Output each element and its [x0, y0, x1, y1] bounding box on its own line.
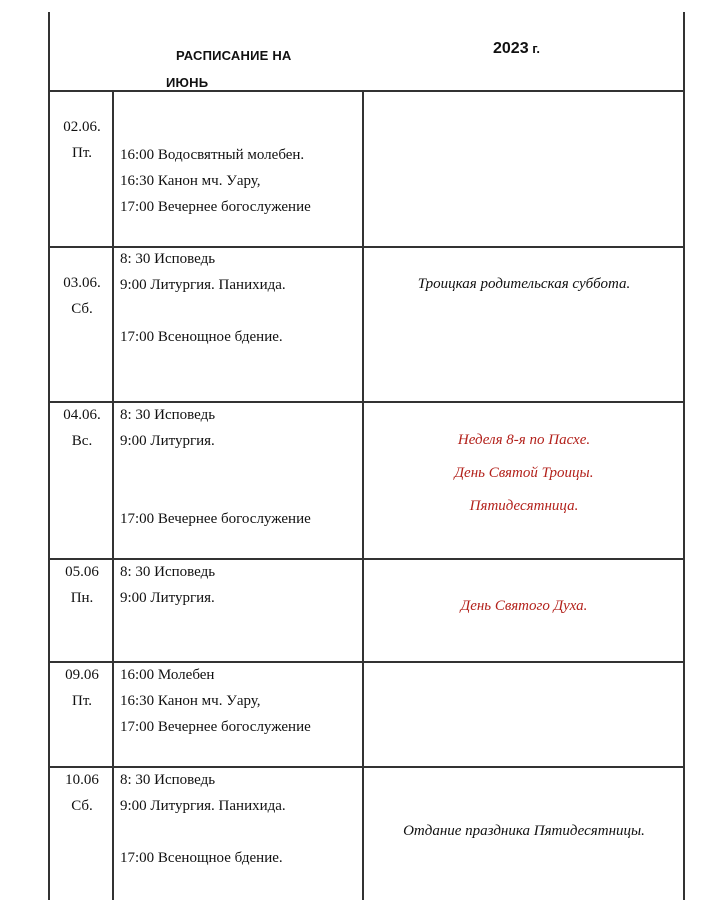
service-line [120, 480, 360, 506]
service-line: 17:00 Всенощное бдение. [120, 850, 283, 866]
feast-note-line: День Святой Троицы. [454, 465, 594, 481]
weekday-value: Вс. [71, 433, 93, 449]
services-cell [120, 116, 360, 220]
row-date [52, 270, 112, 322]
row-date [52, 559, 112, 611]
weekday-value: Сб. [71, 798, 93, 814]
schedule-year [493, 40, 540, 58]
feast-note [364, 268, 684, 301]
date-value: 05.06 [65, 564, 99, 580]
service-line: 16:00 Молебен [120, 667, 215, 683]
service-line: 9:00 Литургия. [120, 433, 215, 449]
title-line-1: РАСПИСАНИЕ НА [176, 48, 292, 63]
row-divider [48, 90, 685, 92]
feast-note [364, 424, 684, 523]
service-line: 8: 30 Исповедь [120, 564, 216, 580]
services-cell [120, 662, 360, 740]
date-value: 03.06. [63, 275, 101, 291]
service-line: 8: 30 Исповедь [120, 772, 216, 788]
row-date [52, 662, 112, 714]
services-cell [120, 246, 360, 350]
service-line: 8: 30 Исповедь [120, 251, 216, 267]
service-line: 16:00 Водосвятный молебен. [120, 147, 305, 163]
title-line-2: ИЮНЬ [166, 75, 209, 90]
row-date [52, 767, 112, 819]
feast-note-line: Троицкая родительская суббота. [417, 276, 631, 292]
weekday-value: Пт. [71, 693, 92, 709]
services-cell [120, 402, 360, 532]
feast-note [364, 815, 684, 848]
service-line: 9:00 Литургия. Панихида. [120, 277, 286, 293]
weekday-value: Сб. [71, 301, 93, 317]
services-cell [120, 767, 360, 871]
service-line: 17:00 Вечернее богослужение [120, 719, 311, 735]
service-line: 9:00 Литургия. [120, 590, 215, 606]
weekday-value: Пт. [71, 145, 92, 161]
date-value: 02.06. [63, 119, 101, 135]
feast-note [364, 590, 684, 623]
row-date [52, 402, 112, 454]
service-line [120, 819, 360, 845]
service-line: 8: 30 Исповедь [120, 407, 216, 423]
year-suffix: г. [528, 41, 540, 56]
service-line [120, 116, 360, 142]
services-cell [120, 559, 360, 611]
year-number: 2023 [493, 40, 529, 57]
weekday-value: Пн. [70, 590, 94, 606]
service-line: 17:00 Вечернее богослужение [120, 199, 311, 215]
feast-note-line: Неделя 8-я по Пасхе. [457, 432, 591, 448]
service-line: 17:00 Вечернее богослужение [120, 511, 311, 527]
date-value: 09.06 [65, 667, 99, 683]
service-line: 17:00 Всенощное бдение. [120, 329, 283, 345]
service-line [120, 298, 360, 324]
service-line: 9:00 Литургия. Панихида. [120, 798, 286, 814]
date-value: 10.06 [65, 772, 99, 788]
feast-note-line: Отдание праздника Пятидесятницы. [403, 823, 645, 839]
feast-note-line: День Святого Духа. [460, 598, 588, 614]
feast-note-line: Пятидесятница. [469, 498, 579, 514]
table-border-date-divider [112, 91, 114, 900]
row-date [52, 114, 112, 166]
service-line: 16:30 Канон мч. Уару, [120, 173, 261, 189]
service-line: 16:30 Канон мч. Уару, [120, 693, 261, 709]
date-value: 04.06. [63, 407, 101, 423]
service-line [120, 454, 360, 480]
schedule-title [166, 42, 346, 96]
